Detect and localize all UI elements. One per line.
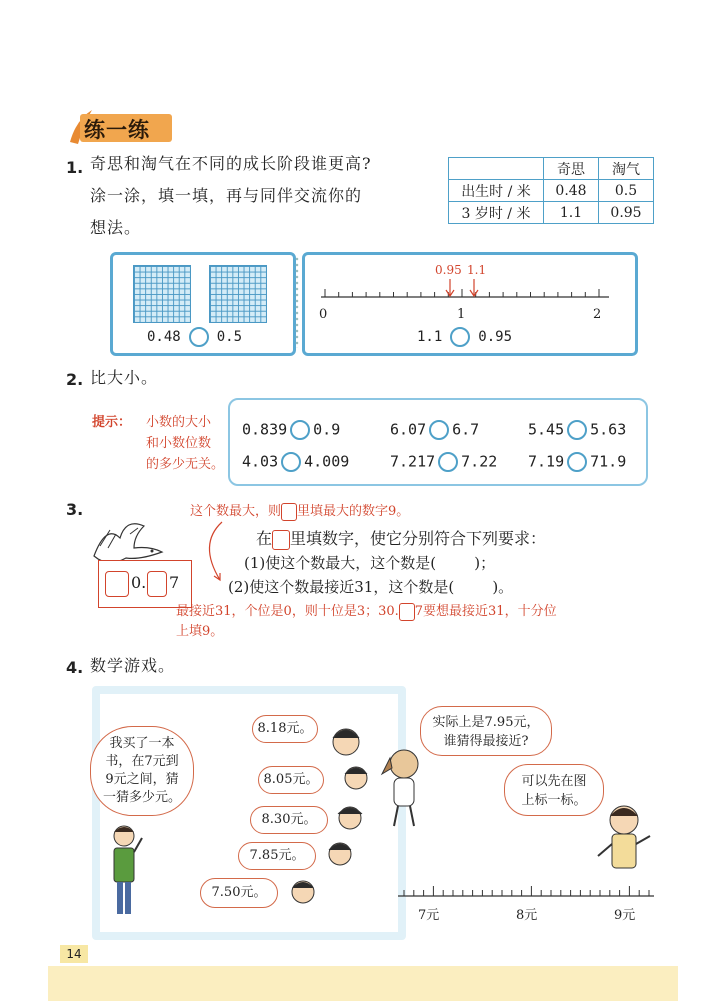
compare-right: 5.63: [590, 420, 627, 439]
compare-left: 0.839: [242, 420, 288, 439]
compare-circle[interactable]: [438, 452, 458, 472]
marker-label-b: 1.1: [467, 263, 487, 277]
guess-bubble: 8.05元。: [258, 766, 324, 794]
q1-number: 1.: [66, 158, 84, 177]
q2-number: 2.: [66, 370, 84, 389]
compare-item: [242, 452, 349, 472]
page-number: 14: [60, 945, 88, 963]
teacher-speech-bubble: [90, 726, 194, 816]
compare-right: 71.9: [590, 452, 627, 471]
compare-circle[interactable]: [567, 452, 587, 472]
q1-line: 奇思和淘气在不同的成长阶段谁更高?: [90, 154, 372, 173]
note-text: 7要想最接近31，十分位: [414, 604, 557, 619]
grid-left-value: 0.48: [147, 329, 181, 345]
section-title: 练一练: [84, 118, 150, 142]
compare-right: 7.22: [461, 452, 498, 471]
q3-main-text: 在: [256, 529, 273, 548]
bubble-line: 谁猜得最接近?: [443, 734, 529, 749]
q4-number: 4.: [66, 658, 84, 677]
table-cell: 奇思: [544, 158, 599, 180]
note-text: 里填最大的数字9。: [297, 504, 410, 519]
compare-circle[interactable]: [429, 420, 449, 440]
table-cell: 0.48: [544, 180, 599, 202]
compare-circle[interactable]: [281, 452, 301, 472]
number-line: [319, 275, 615, 307]
q3-bottom-note: [176, 602, 636, 642]
compare-left: 7.19: [528, 452, 565, 471]
hundred-grid-left[interactable]: [133, 265, 191, 323]
compare-right: 0.9: [313, 420, 341, 439]
compare-circle[interactable]: [189, 327, 209, 347]
numberline-panel: [302, 252, 638, 356]
q3-main: [256, 526, 546, 550]
digit-box: [281, 503, 297, 521]
q3-main-text: 里填数字，使它分别符合下列要求：: [290, 529, 547, 548]
teacher-figure-icon: [104, 822, 144, 918]
compare-item: [242, 420, 340, 440]
card-box[interactable]: [105, 571, 129, 597]
card-digit: 7: [169, 573, 180, 592]
table-cell: [449, 158, 544, 180]
line-right-value: 0.95: [478, 329, 513, 345]
q3-req1: (1)使这个数最大，这个数是( )；: [244, 554, 496, 572]
tick-label-1: 1: [457, 307, 466, 322]
dog-speech-bubble: [420, 706, 552, 756]
line-left-value: 1.1: [417, 329, 443, 345]
hint-line: 的多少无关。: [146, 457, 225, 472]
table-cell: 1.1: [544, 202, 599, 224]
bubble-line: 书，在7元到: [105, 754, 179, 769]
q1-line: 想法。: [90, 218, 142, 237]
tick-label-0: 0: [319, 307, 328, 322]
compare-item: [390, 452, 497, 472]
line-compare: [417, 327, 512, 347]
section-title-badge: [66, 106, 174, 146]
hint-label: 提示：: [92, 415, 132, 430]
q3-top-note: [190, 500, 409, 521]
q2-text: 比大小。: [90, 368, 159, 387]
q1-text: [90, 148, 372, 244]
q3-number: 3.: [66, 500, 84, 519]
bubble-line: 实际上是7.95元，: [432, 715, 540, 730]
q1-line: 涂一涂，填一填，再与同伴交流你的: [90, 186, 363, 205]
height-table: [448, 157, 654, 224]
compare-circle[interactable]: [290, 420, 310, 440]
card-box[interactable]: [147, 571, 167, 597]
compare-left: 4.03: [242, 452, 279, 471]
guess-bubble: 8.30元。: [250, 806, 328, 834]
marker-label-a: 0.95: [435, 263, 462, 277]
compare-circle[interactable]: [567, 420, 587, 440]
compare-item: [528, 420, 626, 440]
compare-left: 7.217: [390, 452, 436, 471]
children-faces-icon: [324, 714, 374, 914]
compare-left: 5.45: [528, 420, 565, 439]
table-cell: 出生时 / 米: [449, 180, 544, 202]
bubble-line: 上标一标。: [521, 793, 587, 808]
number-card: [98, 560, 192, 608]
grid-panel: [110, 252, 296, 356]
table-cell: 0.5: [599, 180, 654, 202]
hundred-grid-right[interactable]: [209, 265, 267, 323]
tick-label-2: 2: [593, 307, 602, 322]
compare-item: [390, 420, 479, 440]
guess-bubble: 7.50元。: [200, 878, 278, 908]
hint-text: [146, 412, 224, 475]
axis-label-8: 8元: [516, 908, 538, 923]
axis-label-7: 7元: [418, 908, 440, 923]
bubble-line: 9元之间，猜: [105, 772, 179, 787]
compare-circle[interactable]: [450, 327, 470, 347]
q3-req2: (2)使这个数最接近31，这个数是( )。: [228, 578, 514, 596]
boy-speech-bubble: [504, 764, 604, 816]
compare-right: 4.009: [304, 452, 350, 471]
footer-band: [48, 966, 678, 1001]
note-arrow: [196, 520, 230, 584]
table-row: [449, 158, 654, 180]
binder-rings: [294, 256, 300, 348]
card-dot: 0.: [131, 573, 147, 592]
grid-compare: [147, 327, 242, 347]
dog-character-icon: [380, 744, 428, 830]
note-text: 上填9。: [176, 624, 224, 639]
boy-character-icon: [594, 800, 654, 874]
digit-box: [272, 530, 290, 550]
digit-box: [399, 603, 415, 621]
guess-bubble: 8.18元。: [252, 715, 318, 743]
table-cell: 淘气: [599, 158, 654, 180]
note-text: 最接近31，个位是0，则十位是3；30.: [176, 604, 399, 619]
bubble-line: 可以先在图: [521, 774, 587, 789]
hint-line: 小数的大小: [146, 415, 212, 430]
table-row: [449, 202, 654, 224]
child-face-icon: [290, 876, 316, 906]
compare-item: [528, 452, 626, 472]
hint-line: 和小数位数: [146, 436, 212, 451]
compare-left: 6.07: [390, 420, 427, 439]
compare-right: 6.7: [452, 420, 480, 439]
compare-panel: [228, 398, 648, 486]
note-text: 这个数最大，则: [190, 504, 282, 519]
bubble-line: 一猜多少元。: [102, 790, 181, 805]
grid-right-value: 0.5: [216, 329, 243, 345]
q4-text: 数学游戏。: [90, 656, 176, 675]
bubble-line: 我买了一本: [109, 736, 175, 751]
table-row: [449, 180, 654, 202]
table-cell: 0.95: [599, 202, 654, 224]
guess-bubble: 7.85元。: [238, 842, 316, 870]
table-cell: 3 岁时 / 米: [449, 202, 544, 224]
axis-label-9: 9元: [614, 908, 636, 923]
